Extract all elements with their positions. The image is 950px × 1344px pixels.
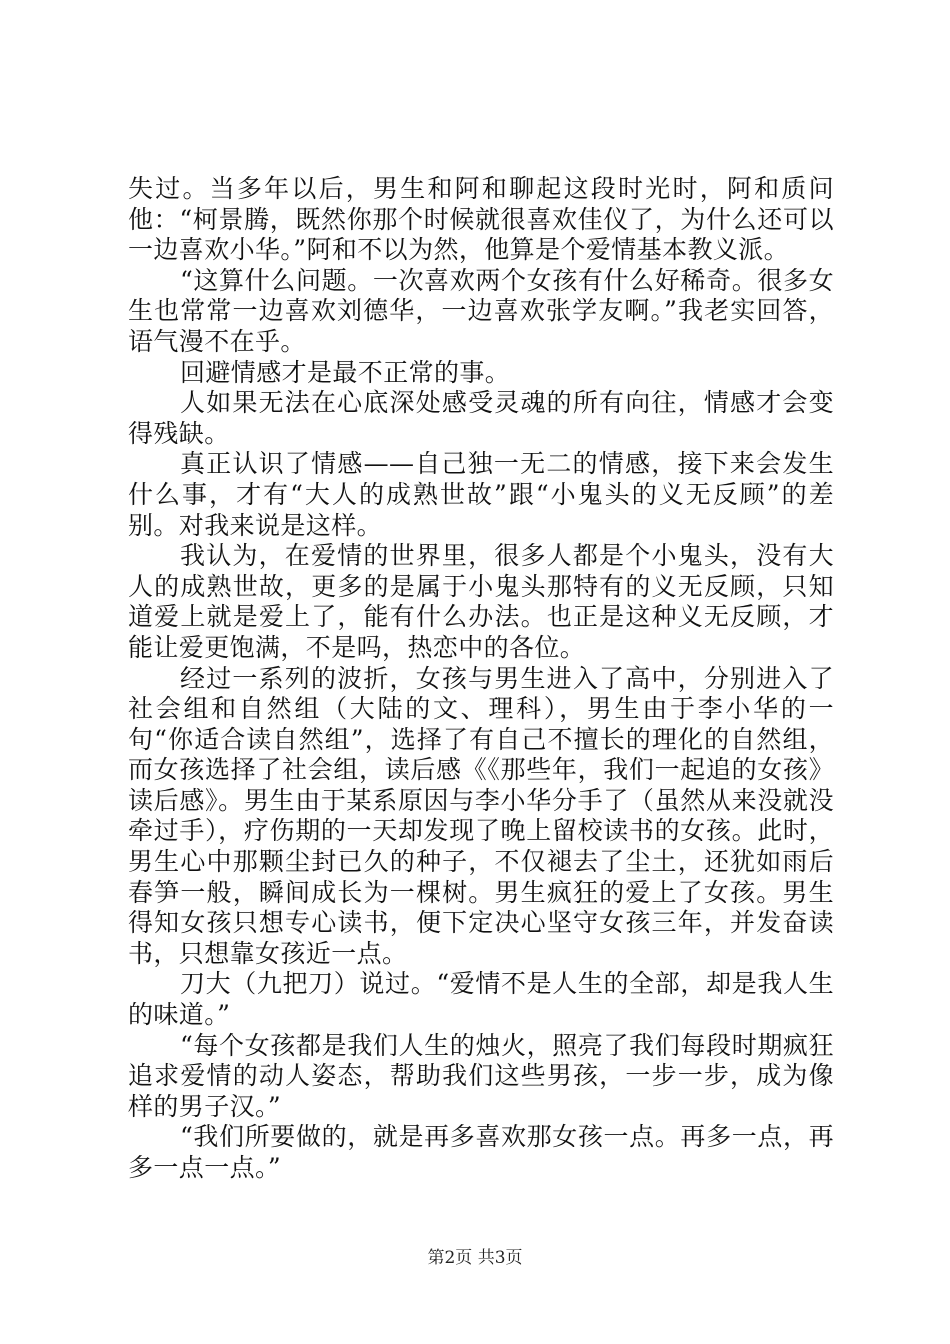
page-number-footer: 第2页 共3页 <box>427 1248 523 1268</box>
paragraph-3: 回避情感才是最不正常的事。 <box>180 357 511 387</box>
paragraph-5: 真正认识了情感——自己独一无二的情感，接下来会发生什么事，才有“大人的成熟世故”跟“小鬼头的义无反顾”的差别。对我来说是这样。 <box>128 449 834 540</box>
paragraph-2: “这算什么问题。一次喜欢两个女孩有什么好稀奇。很多女生也常常一边喜欢刘德华，一边喜欢张学友啊。”我老实回答，语气漫不在乎。 <box>128 265 834 356</box>
paragraph-8: 刀大（九把刀）说过。“爱情不是人生的全部，却是我人生的味道。” <box>128 969 834 1030</box>
paragraph-1: 失过。当多年以后，男生和阿和聊起这段时光时，阿和质问他：“柯景腾，既然你那个时候就很喜欢佳仪了，为什么还可以一边喜欢小华。”阿和不以为然，他算是个爱情基本教义派。 <box>128 174 834 265</box>
paragraph-4: 人如果无法在心底深处感受灵魂的所有向往，情感才会变得残缺。 <box>128 388 834 448</box>
paragraph-10: “我们所要做的，就是再多喜欢那女孩一点。再多一点，再多一点一点。” <box>128 1122 834 1182</box>
paragraph-9: “每个女孩都是我们人生的烛火，照亮了我们每段时期疯狂追求爱情的动人姿态，帮助我们这些男孩，一步一步，成为像样的男子汉。” <box>128 1030 834 1121</box>
document-body <box>128 174 834 1184</box>
paragraph-6: 我认为，在爱情的世界里，很多人都是个小鬼头，没有大人的成熟世故，更多的是属于小鬼头那特有的义无反顾，只知道爱上就是爱上了，能有什么办法。也正是这种义无反顾，才能让爱更饱满，不是吗，热恋中的各位。 <box>128 541 834 662</box>
paragraph-7: 经过一系列的波折，女孩与男生进入了高中，分别进入了社会组和自然组（大陆的文、理科），男生由于李小华的一句“你适合读自然组”，选择了有自己不擅长的理化的自然组，而女孩选择了社会组，读后感《《那些年，我们一起追的女孩》读后感》。男生由于某系原因与李小华分手了（虽然从来没就没牵过手），疗伤期的一天却发现了晚上留校读书的女孩。此时，男生心中那颗尘封已久的种子，不仅褪去了尘土，还犹如雨后春笋一般，瞬间成长为一棵树。男生疯狂的爱上了女孩。男生得知女孩只想专心读书，便下定决心坚守女孩三年，并发奋读书，只想靠女孩近一点。 <box>128 663 834 968</box>
